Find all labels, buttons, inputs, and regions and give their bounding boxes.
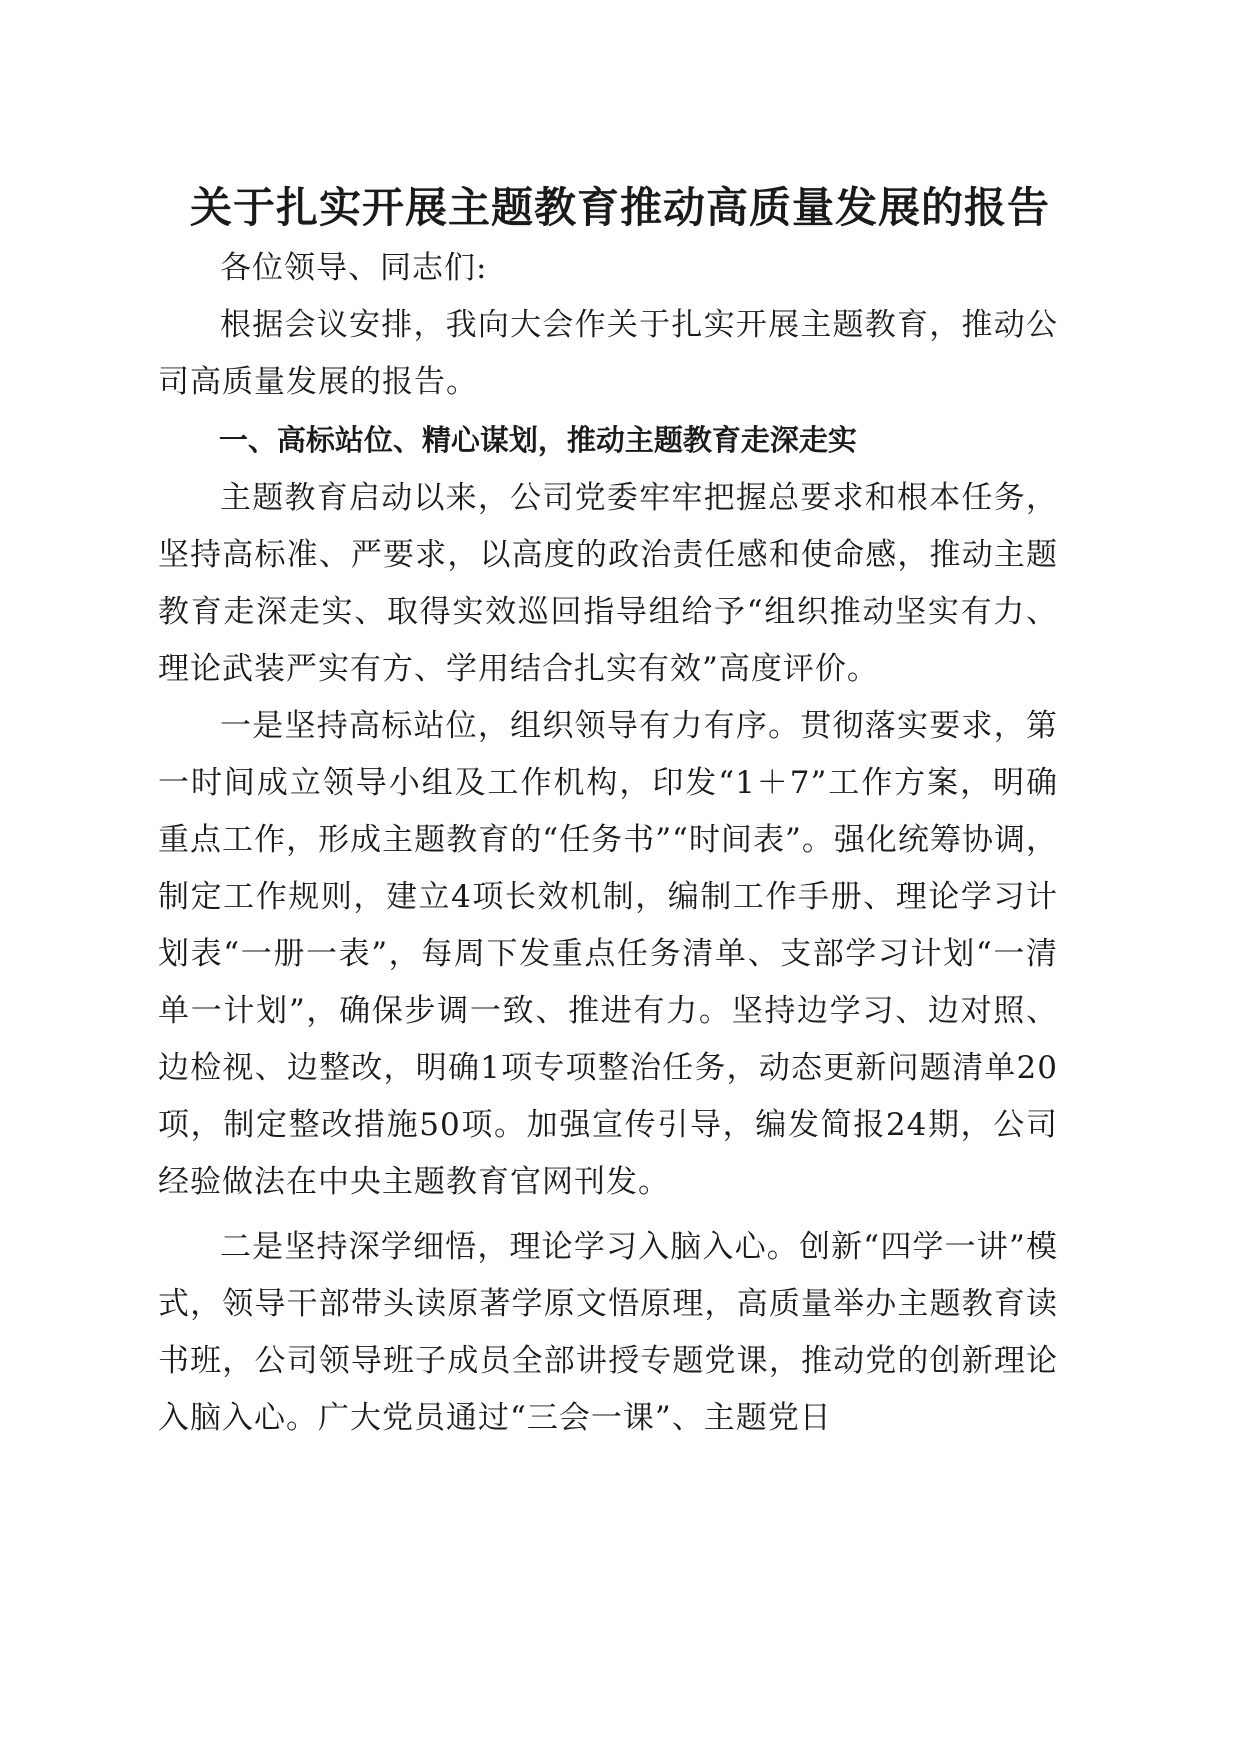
- salutation: 各位领导、同志们:: [220, 250, 488, 286]
- body-paragraph-2: 一是坚持高标站位，组织领导有力有序。贯彻落实要求，第一时间成立领导小组及工作机构，印发“1＋7”工作方案，明确重点工作，形成主题教育的“任务书”“时间表”。强化统筹协调，制定工作规则，建立4项长效机制，编制工作手册、理论学习计划表“一册一表”，每周下发重点任务清单、支部学习计划“一清单一计划”，确保步调一致、推进有力。坚持边学习、边对照、边检视、边整改，明确1项专项整治任务，动态更新问题清单20项，制定整改措施50项。加强宣传引导，编发简报24期，公司经验做法在中央主题教育官网刊发。: [158, 708, 1058, 1200]
- document-body: [158, 240, 1058, 1447]
- body-paragraph-3: 二是坚持深学细悟，理论学习入脑入心。创新“四学一讲”模式，领导干部带头读原著学原文悟原理，高质量举办主题教育读书班，公司领导班子成员全部讲授专题党课，推动党的创新理论入脑入心。广大党员通过“三会一课”、主题党日: [158, 1229, 1058, 1436]
- body-paragraph-1: 主题教育启动以来，公司党委牢牢把握总要求和根本任务，坚持高标准、严要求，以高度的政治责任感和使命感，推动主题教育走深走实、取得实效巡回指导组给予“组织推动坚实有力、理论武装严实有方、学用结合扎实有效”高度评价。: [158, 480, 1058, 687]
- intro-paragraph: 根据会议安排，我向大会作关于扎实开展主题教育，推动公司高质量发展的报告。: [158, 307, 1058, 400]
- paragraph-gap: [158, 1211, 1058, 1219]
- section-heading: 一、高标站位、精心谋划，推动主题教育走深走实: [218, 423, 857, 457]
- document-title: 关于扎实开展主题教育推动高质量发展的报告: [189, 183, 1050, 232]
